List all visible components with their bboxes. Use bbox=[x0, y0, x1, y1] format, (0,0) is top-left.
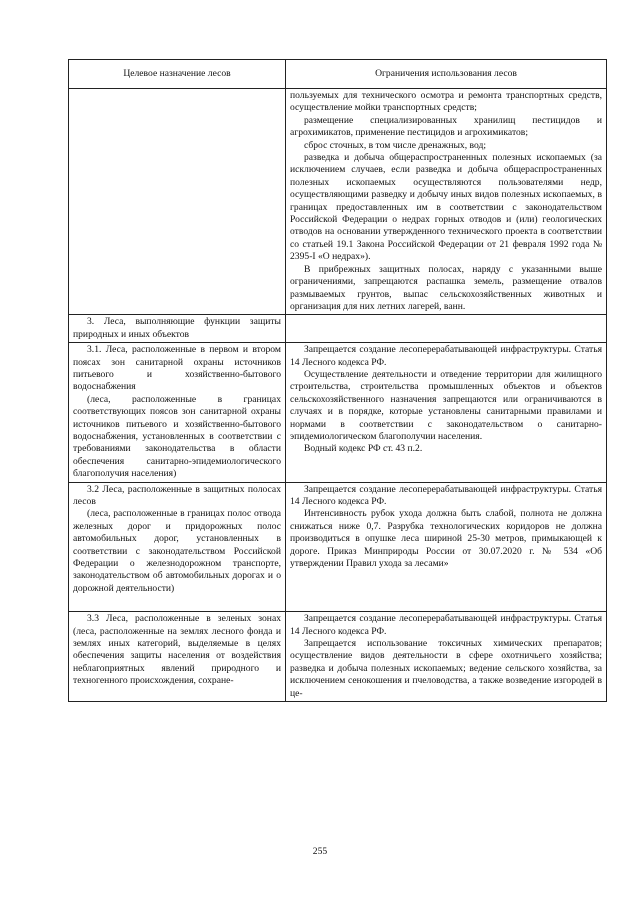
paragraph: Запрещается создание лесоперерабатывающей инфраструктуры. Статья 14 Лесного кодекса РФ. bbox=[290, 483, 602, 507]
section-heading: 3. Леса, выполняющие функции защиты природных и иных объектов bbox=[73, 316, 281, 340]
cell-restrictions bbox=[286, 343, 607, 482]
paragraph: Запрещается создание лесоперерабатывающей инфраструктуры. Статья 14 Лесного кодекса РФ. bbox=[290, 344, 602, 368]
paragraph: сброс сточных, в том числе дренажных, вод; bbox=[304, 139, 487, 151]
page-number: 255 bbox=[312, 846, 328, 857]
restrictions-table bbox=[68, 59, 607, 702]
cell-purpose bbox=[69, 315, 286, 343]
paragraph: размещение специализированных хранилищ пестицидов и агрохимикатов, применение пестицидов и агрохимикатов; bbox=[290, 114, 602, 139]
table-row bbox=[69, 482, 607, 612]
cell-purpose bbox=[69, 612, 286, 702]
paragraph: разведка и добыча общераспространенных полезных ископаемых (за исключением случаев, если разведка и добыча общераспространенных полезных ископаемых осуществляются пользователями недр, осуществляющими разведку и добычу иных видов полезных ископаемых, в границах предоставленных им в соответствии с законодательством Российской Федерации о недрах горных отводов и (или) геологических отводов на основании утвержденного технического проекта в соответствии со статьей 19.1 Закона Российской Федерации от 21 февраля 1992 года № 2395-I «О недрах»). bbox=[290, 152, 602, 263]
cell-restrictions bbox=[286, 315, 607, 343]
paragraph: 3.2 Леса, расположенные в защитных полосах лесов bbox=[73, 483, 281, 507]
paragraph: Осуществление деятельности и отведение территории для жилищного строительства, строительства промышленных объектов и объектов сельскохозяйственного назначения запрещаются или ограничиваются в случаях и в порядке, которые установлены санитарными правилами и нормами в соответствии с законодательством о санитарно-эпидемиологическом благополучии населения. bbox=[290, 368, 602, 442]
paragraph: 3.3 Леса, расположенные в зеленых зонах (леса, расположенные на землях лесного фонда и землях иных категорий, выделяемые в целях обеспечения защиты населения от воздействия неблагоприятных явлений природного и техногенного происхождения, сохране- bbox=[73, 613, 281, 687]
header-forest-purpose: Целевое назначение лесов bbox=[69, 60, 286, 89]
table-row bbox=[69, 612, 607, 702]
paragraph: (леса, расположенные в границах соответствующих поясов зон санитарной охраны источников питьевого и хозяйственно-бытового водоснабжения, установленных в соответствии с требованиями законодательства в области обеспечения санитарно-эпидемиологического благополучия населения) bbox=[73, 393, 281, 480]
cell-restrictions bbox=[286, 89, 607, 315]
table-row bbox=[69, 315, 607, 343]
header-use-restrictions: Ограничения использования лесов bbox=[286, 60, 607, 89]
cell-purpose bbox=[69, 343, 286, 482]
cell-purpose bbox=[69, 89, 286, 315]
table-header-row bbox=[69, 60, 607, 89]
paragraph: Интенсивность рубок ухода должна быть слабой, полнота не должна снижаться ниже 0,7. Разрубка технологических коридоров не должна производиться в опушке леса шириной 25-30 метров, примыкающей к дороге. Приказ Минприроды России от 30.07.2020 г. № 534 «Об утверждении Правил ухода за лесами» bbox=[290, 508, 602, 570]
table-row bbox=[69, 343, 607, 482]
paragraph: Водный кодекс РФ ст. 43 п.2. bbox=[304, 443, 423, 455]
paragraph: Запрещается использование токсичных химических препаратов; осуществление видов деятельности в сфере охотничьего хозяйства; разведка и добыча полезных ископаемых; ведение сельского хозяйства, за исключением сенокошения и пчеловодства, а также возведение изгородей в це- bbox=[290, 638, 602, 699]
cell-purpose bbox=[69, 482, 286, 612]
paragraph: (леса, расположенные в границах полос отвода железных дорог и придорожных полос автомобильных дорог, установленных в соответствии с законодательством Российской Федерации о железнодорожном транспорте, законодательством об автомобильных дорогах и о дорожной деятельности) bbox=[73, 508, 281, 594]
cell-restrictions bbox=[286, 482, 607, 612]
paragraph: 3.1. Леса, расположенные в первом и втором поясах зон санитарной охраны источников питьевого и хозяйственно-бытового водоснабжения bbox=[73, 344, 281, 393]
cell-restrictions bbox=[286, 612, 607, 702]
paragraph: пользуемых для технического осмотра и ремонта транспортных средств, осуществление мойки транспортных средств; bbox=[290, 90, 602, 114]
paragraph: Запрещается создание лесоперерабатывающей инфраструктуры. Статья 14 Лесного кодекса РФ. bbox=[290, 613, 602, 637]
paragraph: В прибрежных защитных полосах, наряду с указанными выше ограничениями, запрещаются распашка земель, размещение отвалов размываемых грунтов, выпас сельскохозяйственных животных и организация для них летних лагерей, ванн. bbox=[290, 263, 602, 312]
table-row bbox=[69, 89, 607, 315]
